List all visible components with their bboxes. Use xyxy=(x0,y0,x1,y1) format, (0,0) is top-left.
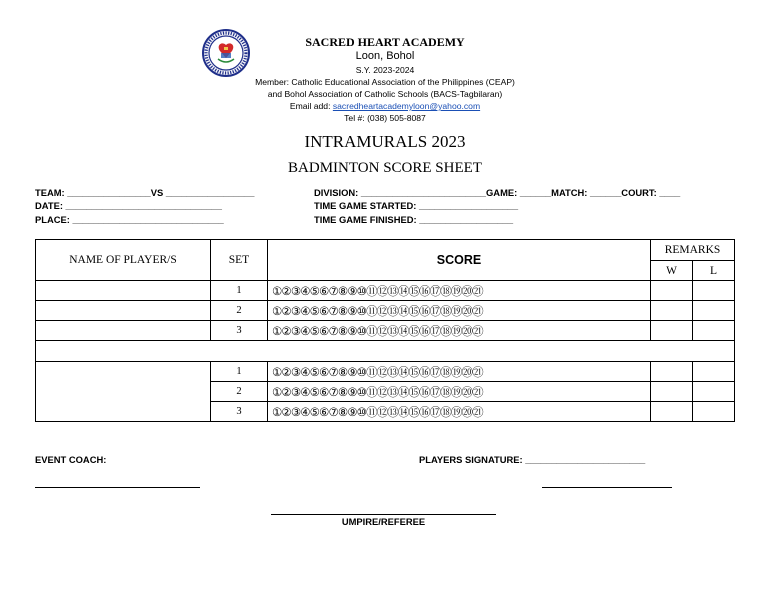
win-cell[interactable] xyxy=(651,382,693,402)
win-cell[interactable] xyxy=(651,362,693,382)
umpire-label: UMPIRE/REFEREE xyxy=(341,516,426,527)
score-circles[interactable]: ①②③④⑤⑥⑦⑧⑨⑩⑪⑫⑬⑭⑮⑯⑰⑱⑲⑳㉑ xyxy=(268,362,651,382)
set-number: 2 xyxy=(211,382,268,402)
table-row xyxy=(36,321,735,341)
time-finished-field[interactable]: TIME GAME FINISHED: __________________ xyxy=(314,214,514,225)
event-coach-label: EVENT COACH: xyxy=(35,454,107,465)
table-row xyxy=(36,362,735,382)
set-number: 2 xyxy=(211,301,268,321)
loss-cell[interactable] xyxy=(693,321,735,341)
event-coach-signature-line[interactable] xyxy=(35,487,200,488)
membership-line-1: Member: Catholic Educational Association of the Philippines (CEAP) xyxy=(255,77,515,87)
email-line xyxy=(230,101,540,111)
score-circles[interactable]: ①②③④⑤⑥⑦⑧⑨⑩⑪⑫⑬⑭⑮⑯⑰⑱⑲⑳㉑ xyxy=(268,382,651,402)
umpire-signature-line[interactable] xyxy=(271,514,496,515)
header-loss: L xyxy=(693,261,735,281)
team-field[interactable]: TEAM: ________________VS _________________ xyxy=(35,187,255,198)
score-circles[interactable]: ①②③④⑤⑥⑦⑧⑨⑩⑪⑫⑬⑭⑮⑯⑰⑱⑲⑳㉑ xyxy=(268,402,651,422)
player-1-name-cell[interactable] xyxy=(36,281,211,301)
time-started-field[interactable]: TIME GAME STARTED: ___________________ xyxy=(314,200,519,211)
date-field[interactable]: DATE: ______________________________ xyxy=(35,200,222,211)
score-table xyxy=(35,239,735,422)
set-number: 3 xyxy=(211,402,268,422)
email-link[interactable]: sacredheartacademyloon@yahoo.com xyxy=(332,101,481,111)
score-circles[interactable]: ①②③④⑤⑥⑦⑧⑨⑩⑪⑫⑬⑭⑮⑯⑰⑱⑲⑳㉑ xyxy=(268,321,651,341)
win-cell[interactable] xyxy=(651,301,693,321)
email-label: Email add: xyxy=(289,101,331,111)
header-set: SET xyxy=(211,240,268,281)
separator-row xyxy=(36,341,735,362)
players-signature-field[interactable]: PLAYERS SIGNATURE: _______________________ xyxy=(419,454,646,465)
loss-cell[interactable] xyxy=(693,281,735,301)
score-circles[interactable]: ①②③④⑤⑥⑦⑧⑨⑩⑪⑫⑬⑭⑮⑯⑰⑱⑲⑳㉑ xyxy=(268,281,651,301)
set-number: 1 xyxy=(211,281,268,301)
event-title: INTRAMURALS 2023 xyxy=(304,132,466,151)
separator-cell xyxy=(36,341,735,362)
place-field[interactable]: PLACE: _____________________________ xyxy=(35,214,224,225)
school-name: SACRED HEART ACADEMY xyxy=(305,35,465,49)
player-1-name-cell[interactable] xyxy=(36,321,211,341)
score-circles[interactable]: ①②③④⑤⑥⑦⑧⑨⑩⑪⑫⑬⑭⑮⑯⑰⑱⑲⑳㉑ xyxy=(268,301,651,321)
player-1-name-cell[interactable] xyxy=(36,301,211,321)
loss-cell[interactable] xyxy=(693,382,735,402)
division-field[interactable]: DIVISION: ________________________GAME: ______MATCH: ______COURT: ____ xyxy=(314,187,681,198)
set-number: 1 xyxy=(211,362,268,382)
telephone: Tel #: (038) 505-8087 xyxy=(344,113,426,123)
table-row xyxy=(36,301,735,321)
header-win: W xyxy=(651,261,693,281)
school-year: S.Y. 2023-2024 xyxy=(355,65,415,75)
table-row xyxy=(36,281,735,301)
header-player-name: NAME OF PLAYER/S xyxy=(36,240,211,281)
players-signature-line[interactable] xyxy=(542,487,672,488)
school-town: Loon, Bohol xyxy=(355,50,415,62)
sheet-title: BADMINTON SCORE SHEET xyxy=(288,160,482,176)
header-remarks: REMARKS xyxy=(651,240,735,261)
set-number: 3 xyxy=(211,321,268,341)
membership-line-2: and Bohol Association of Catholic Schools (BACS-Tagbilaran) xyxy=(267,89,503,99)
player-2-name-cell[interactable] xyxy=(36,362,211,422)
win-cell[interactable] xyxy=(651,321,693,341)
loss-cell[interactable] xyxy=(693,301,735,321)
loss-cell[interactable] xyxy=(693,402,735,422)
loss-cell[interactable] xyxy=(693,362,735,382)
header-score: SCORE xyxy=(268,240,651,281)
win-cell[interactable] xyxy=(651,281,693,301)
win-cell[interactable] xyxy=(651,402,693,422)
